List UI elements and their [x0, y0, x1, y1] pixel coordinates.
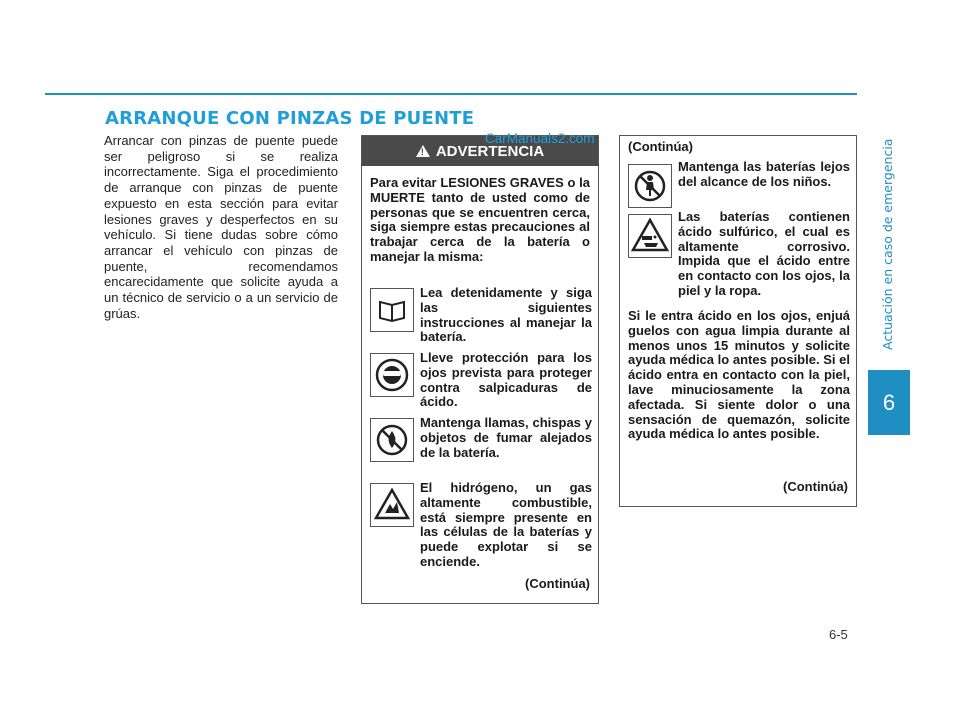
warning-item-text: Lea detenidamente y siga las siguientes instrucciones al manejar la batería.	[420, 285, 592, 345]
warning-triangle-icon: !	[416, 145, 430, 157]
continued-item-text: Las baterías contienen ácido sulfúrico, el cual es altamente corrosivo. Impida que el ácido entre en contacto con los ojos, la piel y la ropa.	[678, 209, 850, 298]
watermark: CarManuals2.com	[485, 131, 595, 146]
continues-label: (Continúa)	[783, 479, 848, 494]
continued-header: (Continúa)	[628, 139, 693, 154]
no-flame-icon	[370, 418, 414, 462]
warning-item-text: El hidrógeno, un gas altamente combustible, está siempre presente en las células de la baterías y puede explotar si se enciende.	[420, 480, 592, 569]
warning-item-text: Lleve protección para los ojos prevista para proteger contra salpicaduras de ácido.	[420, 350, 592, 410]
continues-label: (Continúa)	[525, 576, 590, 591]
explosion-icon	[370, 483, 414, 527]
continued-paragraph: Si le entra ácido en los ojos, enjuá guelos con agua limpia durante al menos unos 15 minutos y solicite ayuda médica lo antes posible. Si el ácido entra en contacto con la piel, lave minuciosamente la zona afectada. Si siente dolor o una sensación de quemazón, solicite ayuda médica lo antes posible.	[628, 308, 850, 442]
keep-from-children-icon	[628, 164, 672, 208]
corrosive-icon	[628, 214, 672, 258]
warning-item-text: Mantenga llamas, chispas y objetos de fumar alejados de la batería.	[420, 415, 592, 460]
warning-intro: Para evitar LESIONES GRAVES o la MUERTE tanto de usted como de personas que se encuentren cerca, siga siempre estas precauciones al trabajar cerca de la batería o manejar la misma:	[370, 175, 590, 264]
continued-item-text: Mantenga las baterías lejos del alcance de los niños.	[678, 159, 850, 189]
continued-box	[619, 135, 857, 507]
top-rule	[45, 93, 857, 95]
chapter-number: 6	[882, 389, 896, 415]
section-title: ARRANQUE CON PINZAS DE PUENTE	[105, 108, 475, 129]
eye-protection-icon	[370, 353, 414, 397]
page-number: 6-5	[829, 627, 848, 642]
warning-header-label: ADVERTENCIA	[435, 142, 545, 160]
warning-box	[361, 135, 599, 604]
side-chapter-label: Actuación en caso de emergencia	[880, 138, 895, 350]
book-icon	[370, 288, 414, 332]
chapter-tab[interactable]	[868, 370, 910, 435]
intro-paragraph: Arrancar con pinzas de puente puede ser peligroso si se realiza incorrectamente. Siga el procedimiento de arranque con pinzas de puente expuesto en esta sección para evitar lesiones graves y desperfectos en su vehículo. Si tiene dudas sobre cómo arrancar el vehículo con pinzas de puente, recomendamos encarecidamente que solicite ayuda a un técnico de servicio o a un servicio de grúas.	[104, 133, 338, 321]
